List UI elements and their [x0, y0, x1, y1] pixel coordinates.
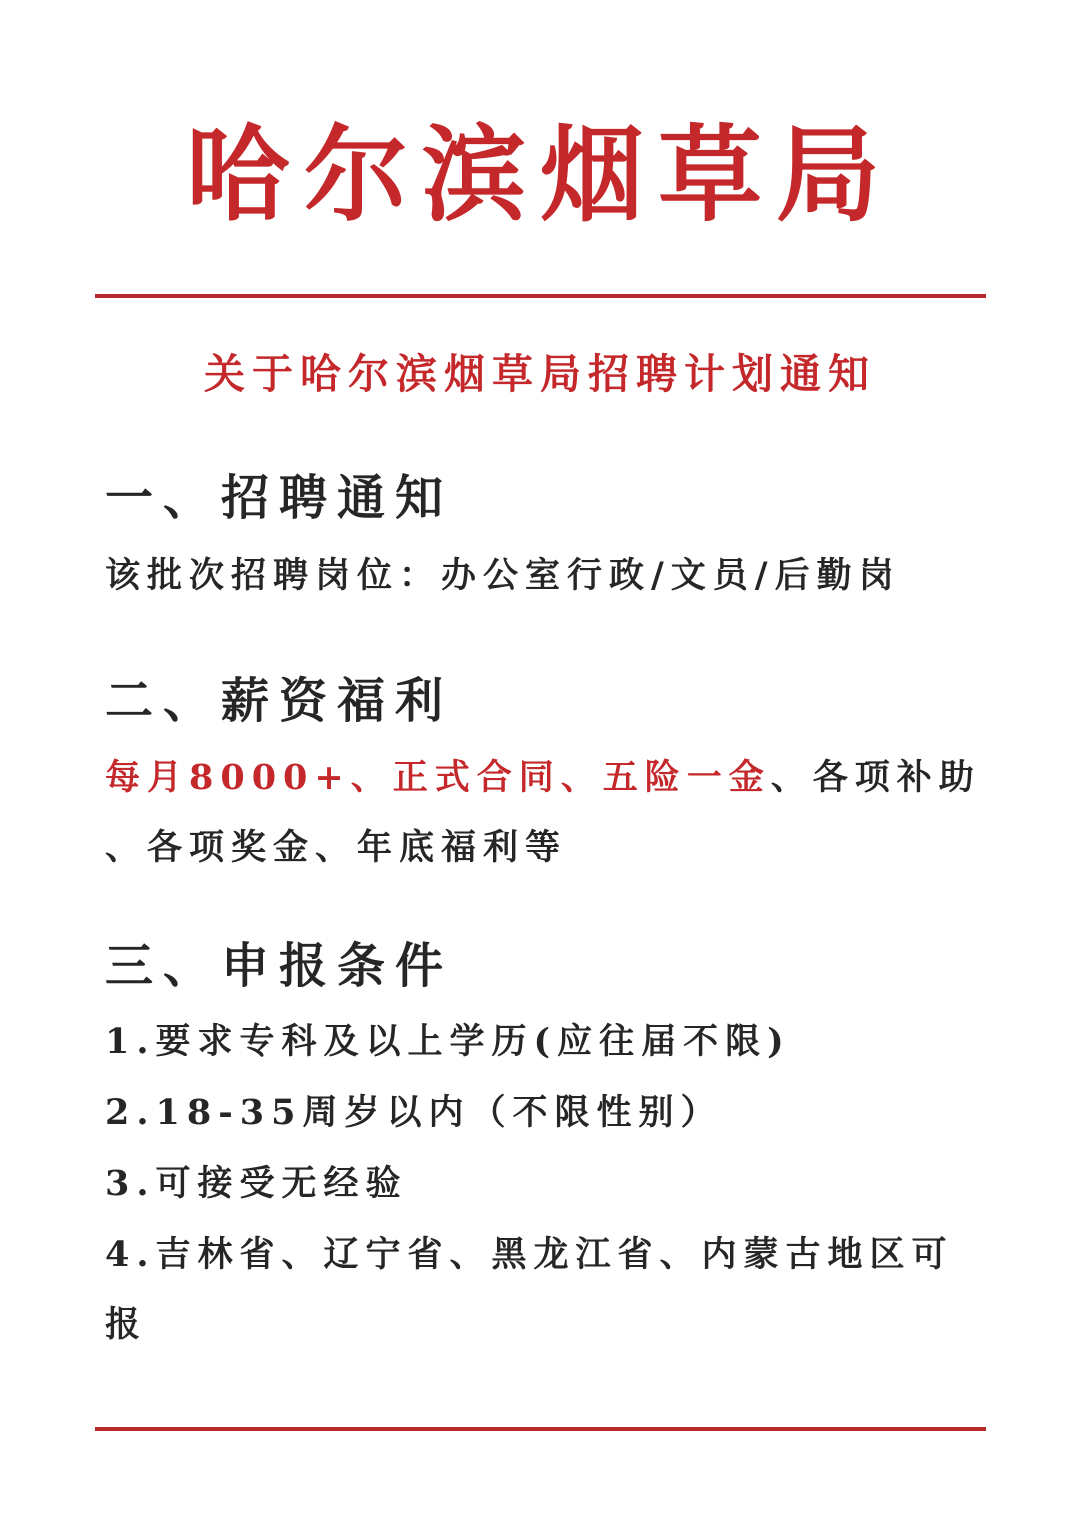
salary-highlight: 每月8000+、正式合同、五险一金 [105, 757, 771, 798]
section-heading-salary: 二、薪资福利 [105, 673, 454, 729]
salary-benefits-line-1 [105, 757, 981, 799]
org-title: 哈尔滨烟草局 [185, 113, 894, 236]
requirement-item-3: 3.可接受无经验 [105, 1163, 408, 1204]
recruitment-positions: 该批次招聘岗位：办公室行政/文员/后勤岗 [105, 555, 901, 596]
salary-rest: 、各项补助 [770, 757, 981, 798]
salary-benefits-line-2: 、各项奖金、年底福利等 [105, 827, 568, 868]
requirement-item-4: 4.吉林省、辽宁省、黑龙江省、内蒙古地区可 [105, 1234, 954, 1275]
section-heading-recruitment: 一、招聘通知 [105, 470, 454, 526]
bottom-divider [95, 1427, 986, 1431]
requirement-item-4-continued: 报 [105, 1304, 148, 1345]
section-heading-requirements: 三、申报条件 [105, 938, 454, 994]
notice-subtitle: 关于哈尔滨烟草局招聘计划通知 [204, 350, 876, 398]
top-divider [95, 294, 986, 298]
requirement-item-1: 1.要求专科及以上学历(应往届不限) [105, 1021, 791, 1062]
requirement-item-2: 2.18-35周岁以内（不限性别） [105, 1092, 723, 1133]
